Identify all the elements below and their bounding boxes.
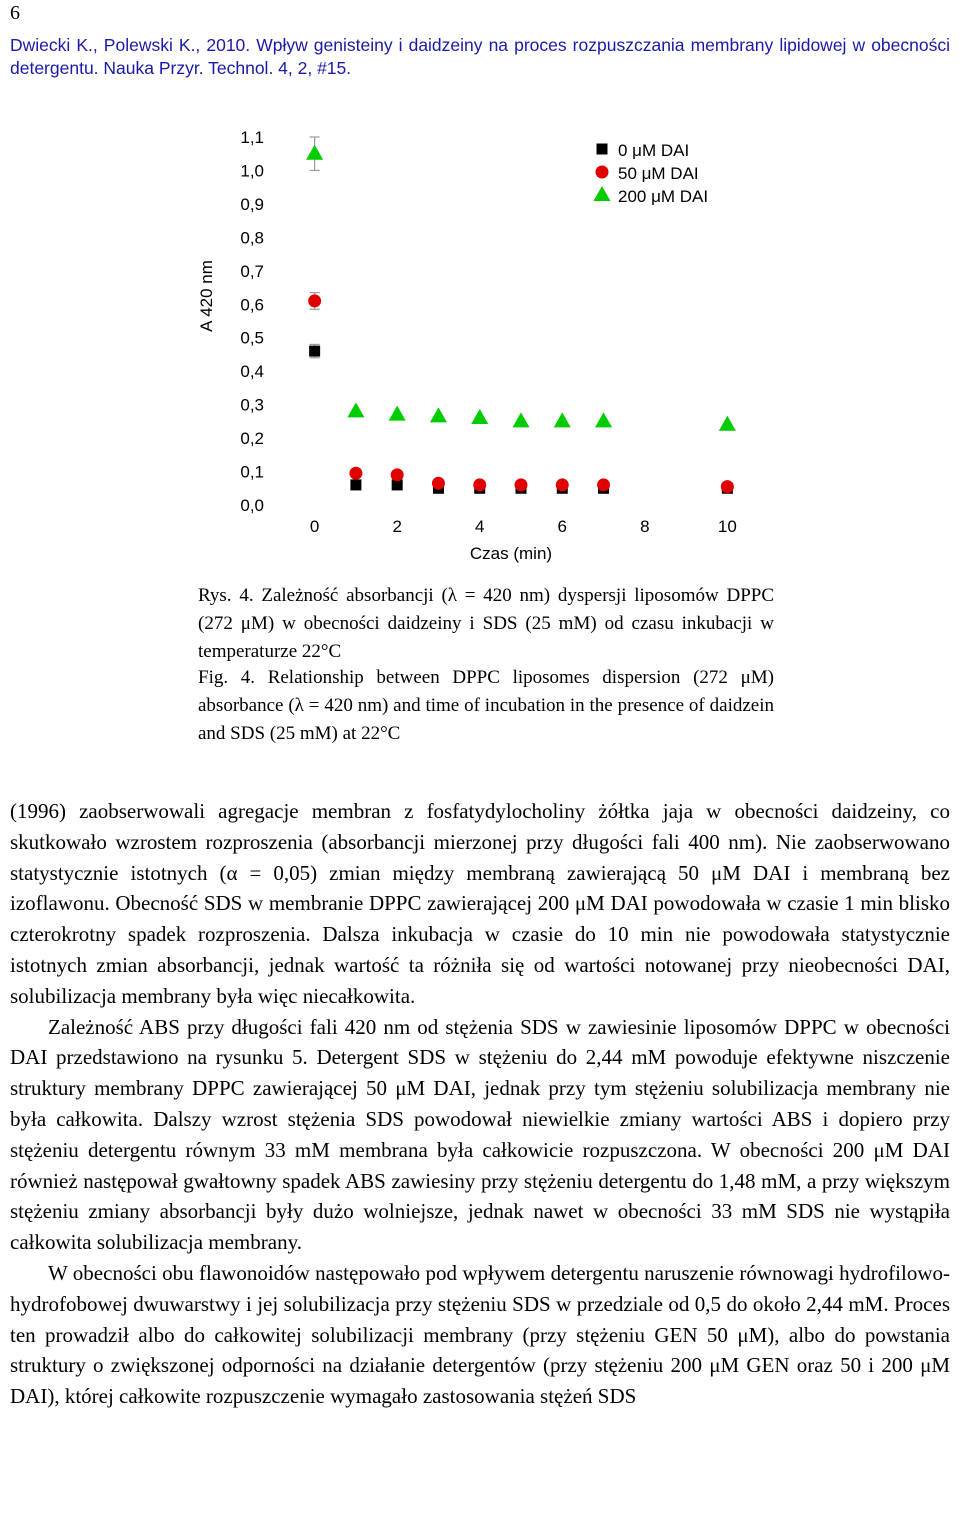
y-tick-label: 0,2: [240, 429, 264, 449]
data-point-triangle: [719, 416, 736, 431]
y-tick-label: 1,1: [240, 128, 264, 147]
data-point-triangle: [595, 412, 612, 427]
x-tick-label: 10: [717, 517, 737, 536]
x-tick-label: 4: [474, 517, 485, 536]
figure-caption-english: Fig. 4. Relationship between DPPC liposomes dispersion (272 μM) absorbance (λ = 420 nm) and time of incubation in the presence of daidzein and SDS (25 mM) at 22°C: [198, 667, 774, 744]
x-tick-label: 8: [640, 517, 650, 536]
data-point-triangle: [306, 145, 323, 160]
data-point-triangle: [430, 407, 447, 422]
y-axis-title: A 420 nm: [197, 260, 216, 332]
y-tick-label: 0,0: [240, 496, 264, 515]
y-tick-label: 0,7: [240, 261, 264, 281]
legend-marker-circle: [596, 166, 609, 179]
y-axis-ticks: [240, 128, 264, 515]
paragraph: W obecności obu flawonoidów następowało pod wpływem detergentu naruszenie równowagi hydrofilowo-hydrofobowej dwuwarstwy i jej solubilizacja przy stężeniu SDS w przedziale od 0,5 do około 2,44 mM. Proces ten prowadził albo do całkowitej solubilizacji membrany (przy stężeniu GEN 50 μM), albo do powstania struktury o zwiększonej odporności na działanie detergentów (przy stężeniu 200 μM GEN oraz 50 i 200 μM DAI), której całkowite rozpuszczenie wymagało zastosowania stężeń SDS: [10, 1260, 950, 1409]
data-point-circle: [391, 468, 404, 481]
citation[interactable]: Dwiecki K., Polewski K., 2010. Wpływ genisteiny i daidzeiny na proces rozpuszczania membrany lipidowej w obecności detergentu. Nauka Przyr. Technol. 4, 2, #15.: [10, 35, 950, 78]
x-tick-label: 0: [309, 517, 320, 536]
page-number: 6: [10, 2, 20, 24]
data-point-circle: [308, 294, 321, 307]
y-tick-label: 0,4: [240, 362, 264, 382]
y-tick-label: 0,1: [240, 462, 264, 482]
x-tick-label: 2: [392, 517, 402, 536]
data-point-triangle: [554, 412, 571, 427]
data-point-circle: [597, 478, 610, 491]
data-point-circle: [721, 480, 734, 493]
data-point-circle: [473, 478, 486, 491]
x-axis-ticks: [310, 517, 737, 536]
y-tick-label: 0,9: [240, 194, 264, 214]
y-tick-label: 0,8: [240, 228, 264, 248]
y-tick-label: 0,3: [240, 395, 264, 415]
legend: [594, 141, 709, 206]
data-point-triangle: [513, 412, 530, 427]
y-tick-label: 0,5: [240, 328, 264, 348]
y-tick-label: 0,6: [240, 295, 264, 315]
legend-marker-triangle: [594, 186, 611, 201]
data-point-circle: [432, 477, 445, 490]
paragraph: Zależność ABS przy długości fali 420 nm od stężenia SDS w zawiesinie liposomów DPPC w obecności DAI przedstawiono na rysunku 5. Detergent SDS w stężeniu do 2,44 mM powoduje efektywne niszczenie struktury membrany DPPC zawierającej 50 μM DAI, jednak przy tym stężeniu solubilizacja membrany nie była całkowita. Dalszy wzrost stężenia SDS powodował niewielkie zmiany wartości ABS i dopiero przy stężeniu detergentu równym 33 mM membrana była całkowicie rozpuszczona. W obecności 200 μM DAI również następował gwałtowny spadek ABS zawiesiny przy stężeniu detergentu do 1,48 mM, a przy większym stężeniu zmiany absorbancji były dużo wolniejsze, jednak nawet w obecności 33 mM SDS nie wystąpiła całkowita solubilizacja membrany.: [10, 1014, 950, 1255]
data-point-triangle: [347, 402, 364, 417]
absorbance-time-chart: [0, 120, 960, 570]
legend-label: 50 μM DAI: [618, 164, 699, 183]
x-tick-label: 6: [557, 517, 568, 536]
y-tick-label: 1,0: [240, 161, 264, 181]
data-point-circle: [556, 478, 569, 491]
figure-caption-polish: Rys. 4. Zależność absorbancji (λ = 420 nm) dyspersji liposomów DPPC (272 μM) w obecności daidzeiny i SDS (25 mM) od czasu inkubacji w temperaturze 22°C: [198, 585, 774, 662]
x-axis-title: Czas (min): [469, 544, 553, 563]
data-point-triangle: [471, 409, 488, 424]
paragraph: (1996) zaobserwowali agregacje membran z fosfatydylocholiny żółtka jaja w obecności daidzeiny, co skutkowało wzrostem rozproszenia (absorbancji mierzonej przy długości fali 400 nm). Nie zaobserwowano statystycznie istotnych (α = 0,05) zmian między membraną zawierającą 50 μM DAI i membraną bez izoflawonu. Obecność SDS w membranie DPPC zawierającej 200 μM DAI powodowała w czasie 1 min blisko czterokrotny spadek rozproszenia. Dalsza inkubacja w czasie do 10 min nie powodowała statystycznie istotnych zmian absorbancji, jednak wartość ta różniła się od wartości notowanej przy nieobecności DAI, solubilizacja membrany była więc niecałkowita.: [10, 799, 950, 1008]
body-text: [10, 796, 950, 1412]
data-point-square: [309, 346, 320, 357]
data-point-triangle: [389, 406, 406, 421]
legend-label: 200 μM DAI: [618, 187, 709, 206]
legend-label: 0 μM DAI: [618, 141, 690, 160]
data-point-square: [350, 479, 361, 490]
data-point-circle: [349, 467, 362, 480]
data-point-circle: [515, 478, 528, 491]
legend-marker-square: [597, 144, 608, 155]
